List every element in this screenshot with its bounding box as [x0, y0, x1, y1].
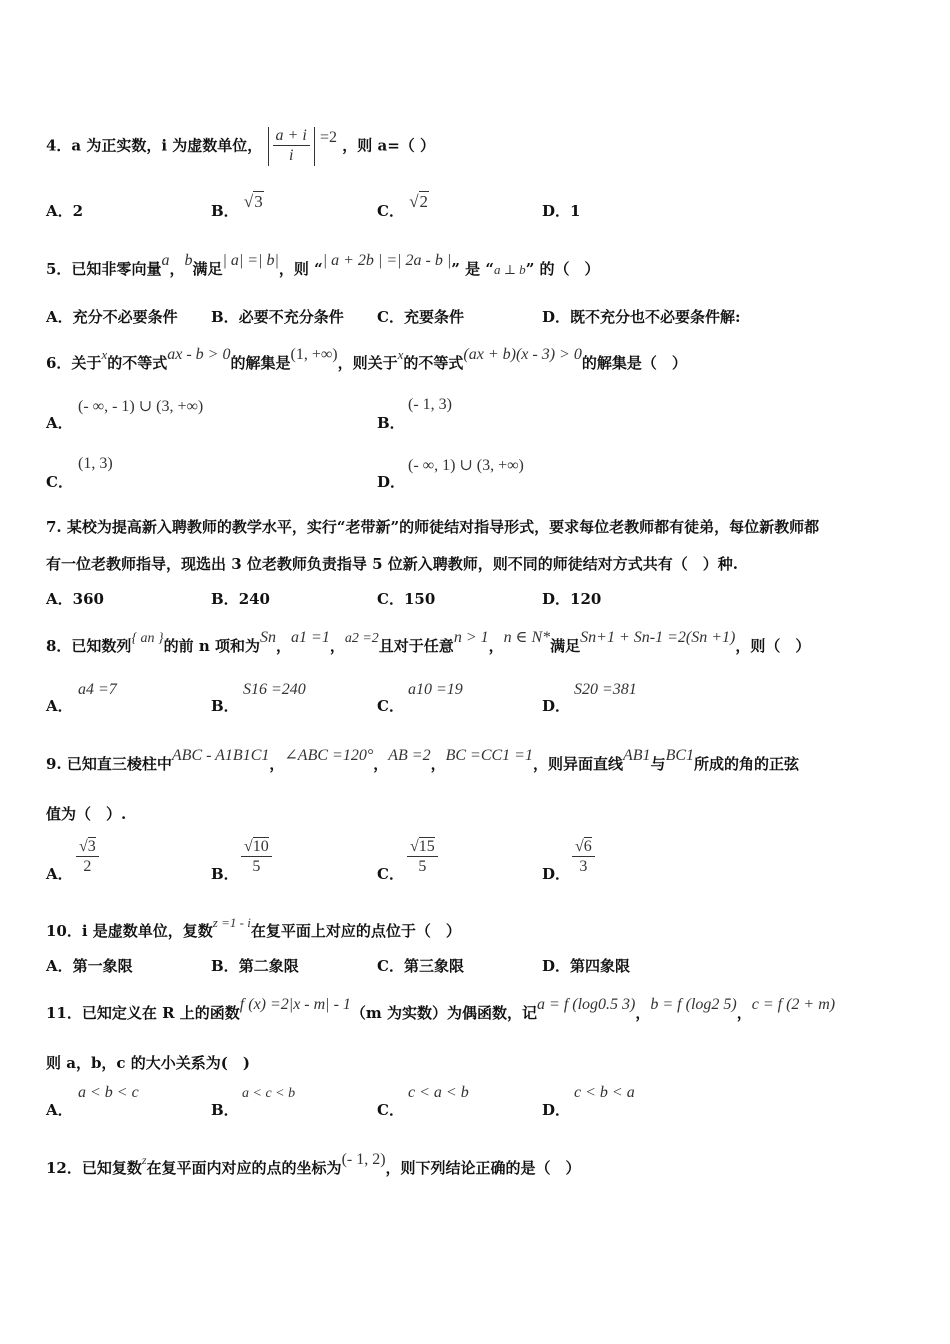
q6-text: 6．关于 [46, 354, 102, 372]
option-label: D． [542, 697, 571, 715]
q11-b: b = f (log2 5) [650, 996, 737, 1013]
q8-option-a-value: a4 =7 [78, 681, 117, 698]
q10-z: z =1 - i [212, 915, 251, 930]
q6-ineq2: (ax + b)(x - 3) > 0 [463, 346, 582, 363]
option-value: 3 [254, 192, 263, 211]
q10-text: 10．i 是虚数单位，复数 [46, 922, 213, 940]
q5-sep: ， [169, 260, 185, 278]
q10-option-b[interactable] [211, 955, 299, 976]
q8-seq: { an } [131, 631, 164, 646]
q11-option-d[interactable] [542, 1099, 570, 1120]
question-11-line2: 则 a，b，c 的大小关系为( ) [46, 1054, 250, 1072]
q12-text: 12．已知复数 [46, 1159, 142, 1177]
option-value: 第三象限 [403, 957, 464, 975]
q11-text: 11．已知定义在 R 上的函数 [46, 1004, 240, 1022]
q11-text: ， [635, 1004, 651, 1022]
q11-c: c = f (2 + m) [751, 996, 836, 1013]
q9-text: ， [373, 755, 389, 773]
q6-option-c-value: (1, 3) [78, 455, 113, 472]
q4-option-b[interactable] [211, 192, 264, 221]
frac-num-val: 10 [252, 838, 269, 855]
q11-text: （m 为实数）为偶函数，记 [350, 1004, 538, 1022]
option-label: A． [46, 865, 73, 883]
q9-text: 与 [650, 755, 666, 773]
option-label: C． [377, 957, 404, 975]
q9-option-b-value [241, 838, 272, 877]
option-value: 第四象限 [570, 957, 631, 975]
q8-text: 且对于任意 [378, 637, 454, 655]
question-11-stem [46, 996, 836, 1023]
option-label: A． [46, 202, 73, 220]
option-label: D． [542, 865, 571, 883]
q11-option-a[interactable] [46, 1099, 73, 1120]
q9-option-b[interactable] [211, 863, 239, 884]
q9-bc1: BC1 [665, 747, 695, 764]
q11-option-d-value: c < b < a [574, 1084, 635, 1101]
q5-vec-b: b [184, 252, 193, 269]
q11-option-a-value: a < b < c [78, 1084, 139, 1101]
q10-option-c[interactable] [377, 955, 464, 976]
q6-text: ，则关于 [337, 354, 398, 372]
frac-den: 3 [579, 858, 588, 875]
frac-den: 5 [252, 858, 261, 875]
q5-mid2: ，则 “ [278, 260, 323, 278]
q9-text: ，则异面直线 [532, 755, 623, 773]
q9-text: ， [430, 755, 446, 773]
q4-option-c[interactable] [377, 192, 429, 221]
option-label: D． [542, 308, 571, 326]
q9-ab: AB =2 [388, 747, 431, 764]
option-label: A． [46, 414, 73, 432]
q5-cond1: | a| =| b| [222, 252, 279, 269]
q6-text: 的解集是 [230, 354, 291, 372]
option-label: C． [377, 202, 404, 220]
q7-option-a[interactable] [46, 588, 104, 609]
option-label: B． [211, 865, 239, 883]
q12-point: (- 1, 2) [341, 1151, 386, 1168]
q6-text: 的解集是（ ） [581, 354, 687, 372]
option-value: 第二象限 [238, 957, 299, 975]
question-7-line1: 7. 某校为提高新入聘教师的教学水平，实行“老带新”的师徒结对指导形式，要求每位老教师都有徒弟，每位新教师都 [46, 518, 820, 536]
option-label: C． [46, 473, 73, 491]
q8-nn: n ∈ N* [503, 629, 551, 646]
q4-fraction [273, 127, 310, 166]
option-value: 2 [419, 192, 429, 211]
frac-den: 5 [418, 858, 427, 875]
q8-a1: a1 =1 [291, 629, 330, 646]
q8-option-d[interactable] [542, 695, 570, 716]
q5-suffix: ” 的（ ） [525, 260, 600, 278]
option-label: B． [211, 590, 239, 608]
option-label: C． [377, 1101, 404, 1119]
q8-option-d-value: S20 =381 [574, 681, 637, 698]
q9-option-d[interactable] [542, 863, 570, 884]
q10-text: 在复平面上对应的点位于（ ） [250, 922, 461, 940]
q7-option-c[interactable] [377, 588, 435, 609]
q8-text: 的前 n 项和为 [163, 637, 261, 655]
q11-option-b[interactable] [211, 1099, 239, 1120]
option-value: 充要条件 [403, 308, 464, 326]
fraction [407, 838, 438, 877]
q7-option-b[interactable] [211, 588, 270, 609]
option-label: C． [377, 865, 404, 883]
q6-set1: (1, +∞) [290, 346, 338, 363]
option-label: A． [46, 590, 73, 608]
q8-option-b-value: S16 =240 [243, 681, 306, 698]
q7-option-d[interactable] [542, 588, 601, 609]
q8-text: 满足 [550, 637, 581, 655]
q6-option-b-value: (- 1, 3) [408, 396, 452, 413]
q8-text: ， [329, 637, 345, 655]
q8-text: 8．已知数列 [46, 637, 132, 655]
option-label: C． [377, 308, 404, 326]
q8-option-c-value: a10 =19 [408, 681, 463, 698]
question-7-line2: 有一位老教师指导，现选出 3 位老教师负责指导 5 位新入聘教师，则不同的师徒结对方式共有（ ）种. [46, 555, 738, 573]
option-label: A． [46, 308, 73, 326]
option-label: D． [542, 1101, 571, 1119]
q8-text: ， [488, 637, 504, 655]
q5-cond2: | a + 2b | =| 2a - b | [322, 252, 452, 269]
q9-option-a[interactable] [46, 863, 73, 884]
question-4-stem [46, 127, 435, 166]
question-9-line2: 值为（ ）. [46, 805, 127, 823]
fraction [241, 838, 272, 877]
q5-vec-a: a [161, 252, 170, 269]
option-label: B． [211, 957, 239, 975]
option-value: 第一象限 [72, 957, 133, 975]
q6-option-a-value: (- ∞, - 1) ∪ (3, +∞) [78, 398, 204, 415]
question-6-stem [46, 346, 687, 373]
frac-num: √10 [241, 838, 272, 857]
option-label: D． [542, 590, 571, 608]
q4-abs-expr [268, 127, 315, 166]
q11-option-b-value: a < c < b [242, 1086, 296, 1101]
option-label: B． [211, 697, 239, 715]
option-label: A． [46, 957, 73, 975]
q11-a: a = f (log0.5 3) [537, 996, 636, 1013]
q8-a2: a2 =2 [344, 631, 379, 646]
option-label: A． [46, 697, 73, 715]
option-label: C． [377, 697, 404, 715]
q4-option-d[interactable] [542, 200, 580, 221]
q8-text: ，则（ ） [735, 637, 811, 655]
q8-sn: Sn [260, 629, 277, 646]
q4-suffix: ，则 a=（ ） [342, 136, 436, 155]
question-12-stem [46, 1151, 581, 1178]
q11-text: ， [736, 1004, 752, 1022]
option-label: B． [377, 414, 405, 432]
q8-option-c[interactable] [377, 695, 404, 716]
question-8-stem [46, 629, 811, 656]
q9-option-c[interactable] [377, 863, 404, 884]
q9-bc: BC =CC1 =1 [445, 747, 533, 764]
q9-ab1: AB1 [623, 747, 651, 764]
q4-frac-den: i [288, 147, 294, 164]
q9-prism: ABC - A1B1C1 [171, 747, 270, 764]
option-value: 240 [238, 590, 270, 608]
q6-option-d-value: (- ∞, 1) ∪ (3, +∞) [408, 457, 524, 474]
sqrt-icon: √3 [243, 192, 263, 211]
option-value: 360 [72, 590, 104, 608]
q5-mid: 满足 [192, 260, 223, 278]
q10-option-a[interactable] [46, 955, 133, 976]
q9-text: ， [269, 755, 285, 773]
option-label: B． [211, 308, 239, 326]
q9-option-d-value [572, 838, 595, 877]
option-label: A． [46, 1101, 73, 1119]
q6-ineq1: ax - b > 0 [167, 346, 231, 363]
frac-num: √3 [76, 838, 99, 857]
frac-num: √6 [572, 838, 595, 857]
fraction [572, 838, 595, 877]
q9-text: 所成的角的正弦 [694, 755, 800, 773]
option-label: D． [542, 957, 571, 975]
q6-option-b[interactable] [377, 412, 405, 433]
question-9-stem [46, 747, 800, 774]
option-label: B． [211, 202, 239, 220]
option-label: C． [377, 590, 404, 608]
q9-text: 9. 已知直三棱柱中 [46, 755, 172, 773]
q9-angle: ∠ABC =120° [284, 747, 374, 764]
option-value: 充分不必要条件 [72, 308, 178, 326]
q5-text: 5．已知非零向量 [46, 260, 162, 278]
q5-option-c[interactable] [377, 306, 464, 327]
q6-option-c[interactable] [46, 471, 73, 492]
q11-f: f (x) =2|x - m| - 1 [239, 996, 351, 1013]
q9-option-a-value [76, 838, 99, 877]
frac-num-val: 15 [418, 838, 435, 855]
question-10-stem [46, 915, 461, 941]
q5-mid3: ” 是 “ [451, 260, 494, 278]
q4-frac-num: a + i [273, 127, 310, 146]
frac-num-val: 3 [87, 838, 96, 855]
fraction [76, 838, 99, 877]
q4-option-a[interactable] [46, 200, 83, 221]
q11-option-c-value: c < a < b [408, 1084, 469, 1101]
q6-text: 的不等式 [107, 354, 168, 372]
option-value: 150 [403, 590, 436, 608]
q6-text: 的不等式 [403, 354, 464, 372]
q8-text: ， [276, 637, 292, 655]
option-value: 必要不充分条件 [238, 308, 344, 326]
q6-x: x [397, 347, 404, 362]
q5-option-a[interactable] [46, 306, 178, 327]
q5-option-d[interactable] [542, 306, 741, 327]
option-value: 既不充分也不必要条件解: [570, 308, 741, 326]
option-value: 1 [570, 202, 581, 220]
frac-num: √15 [407, 838, 438, 857]
q8-n1: n > 1 [453, 629, 489, 646]
q5-cond3: a ⊥ b [493, 262, 526, 277]
q10-option-d[interactable] [542, 955, 630, 976]
q5-option-b[interactable] [211, 306, 344, 327]
q6-x: x [101, 347, 108, 362]
q8-option-a[interactable] [46, 695, 73, 716]
option-value: 2 [72, 202, 84, 220]
frac-den: 2 [83, 858, 92, 875]
option-label: B． [211, 1101, 239, 1119]
sqrt-icon: √2 [409, 192, 429, 211]
q6-option-d[interactable] [377, 471, 405, 492]
option-value: 120 [570, 590, 602, 608]
question-5-stem [46, 252, 600, 279]
option-label: D． [377, 473, 406, 491]
q12-z: z [141, 1153, 147, 1167]
q4-text: 4．a 为正实数，i 为虚数单位， [46, 136, 263, 155]
q12-text: 在复平面内对应的点的坐标为 [146, 1159, 342, 1177]
option-label: D． [542, 202, 571, 220]
q8-option-b[interactable] [211, 695, 239, 716]
q8-recurrence: Sn+1 + Sn-1 =2(Sn +1) [580, 629, 736, 646]
q4-rhs: =2 [320, 128, 338, 146]
frac-num-val: 6 [583, 838, 592, 855]
q11-option-c[interactable] [377, 1099, 404, 1120]
q9-option-c-value [407, 838, 438, 877]
q12-text: ，则下列结论正确的是（ ） [385, 1159, 581, 1177]
q6-option-a[interactable] [46, 412, 73, 433]
